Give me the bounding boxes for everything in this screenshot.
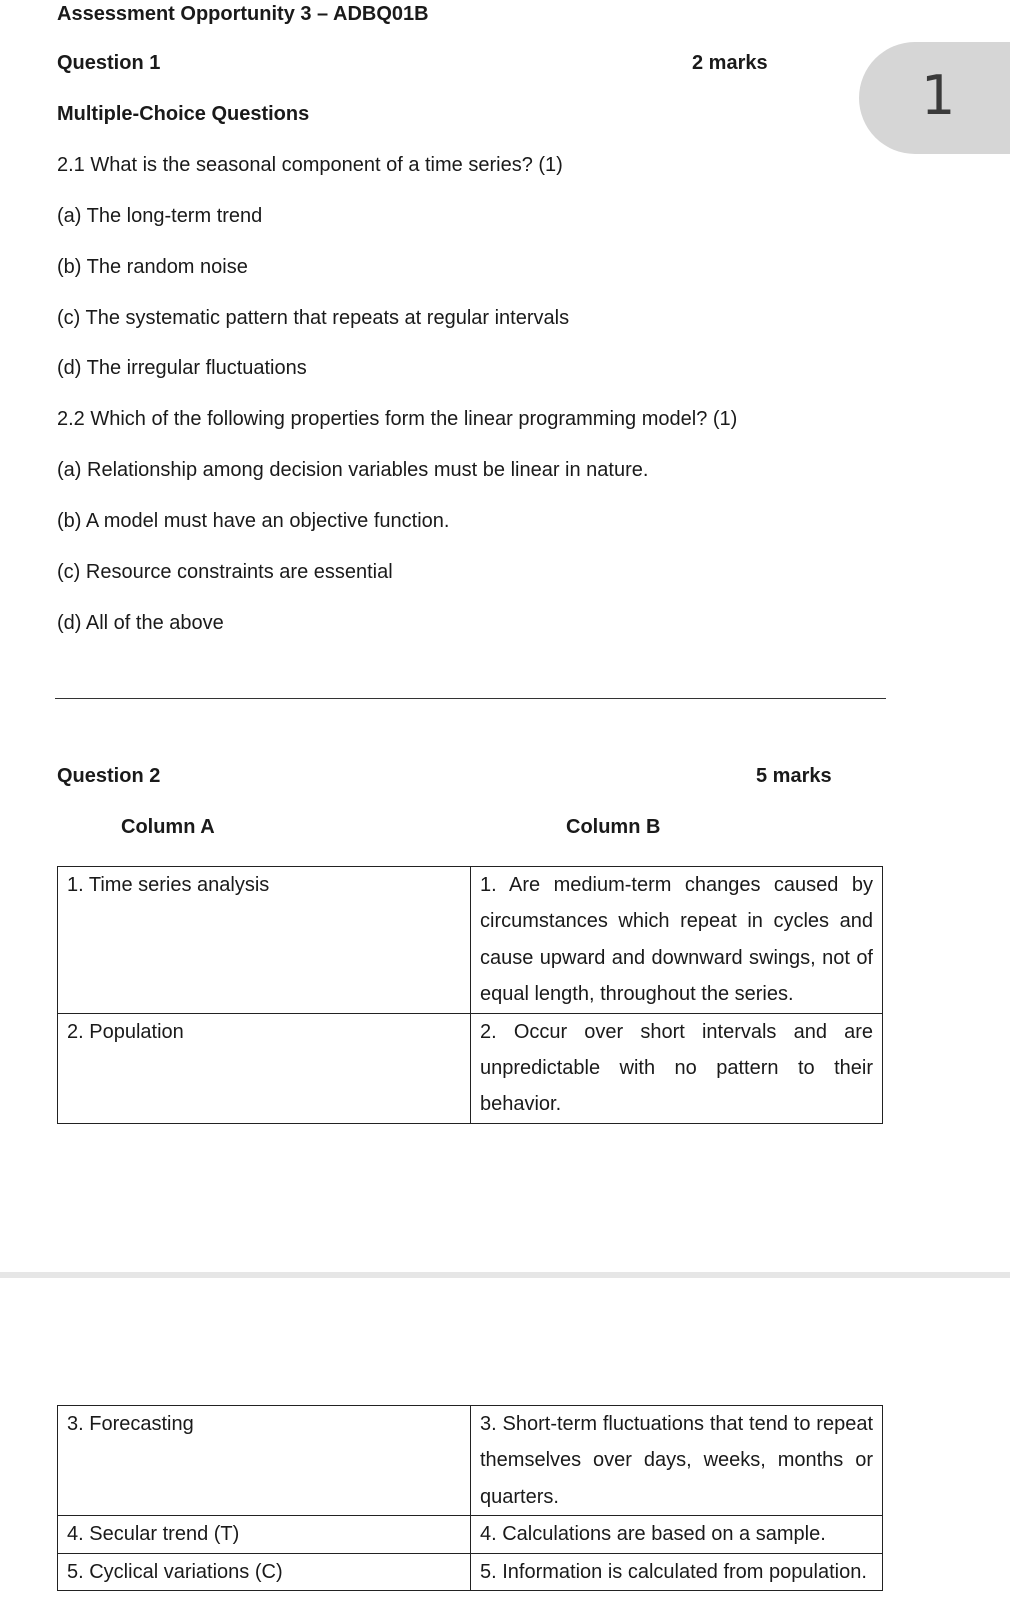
column-a-cell: 4. Secular trend (T) [58,1516,471,1553]
question-2-1-text: 2.1 What is the seasonal component of a time series? (1) [57,154,563,176]
column-b-header: Column B [566,816,661,838]
column-a-cell: 2. Population [58,1013,471,1123]
question-2-2-text: 2.2 Which of the following properties form the linear programming model? (1) [57,408,738,430]
column-a-cell: 5. Cyclical variations (C) [58,1553,471,1590]
question-2-marks: 5 marks [756,765,832,787]
table-row [58,1553,883,1590]
table-row [58,867,883,1014]
table-row [58,1516,883,1553]
option-2-1-d: (d) The irregular fluctuations [57,357,307,379]
option-2-1-a: (a) The long-term trend [57,205,263,227]
column-b-cell: 4. Calculations are based on a sample. [471,1516,883,1553]
page-separator [0,1272,1010,1278]
option-2-2-c: (c) Resource constraints are essential [57,561,393,583]
option-2-2-d: (d) All of the above [57,612,224,634]
page-number: 1 [921,64,956,127]
matching-table-page-1 [57,866,883,1124]
column-a-cell: 3. Forecasting [58,1406,471,1516]
page-number-tab [859,42,1010,154]
table-row [58,1406,883,1516]
section-divider [55,698,886,699]
option-2-2-b: (b) A model must have an objective function. [57,510,450,532]
table-row [58,1013,883,1123]
column-b-cell: 1. Are medium-term changes caused by circumstances which repeat in cycles and cause upward and downward swings, not of equal length, throughout the series. [471,867,883,1014]
matching-table-page-2 [57,1405,883,1591]
question-2-label: Question 2 [57,765,161,787]
column-b-cell: 5. Information is calculated from population. [471,1553,883,1590]
column-a-cell: 1. Time series analysis [58,867,471,1014]
column-b-cell: 3. Short-term fluctuations that tend to repeat themselves over days, weeks, months or quarters. [471,1406,883,1516]
option-2-2-a: (a) Relationship among decision variables must be linear in nature. [57,459,649,481]
section-title: Multiple-Choice Questions [57,103,310,125]
document-title: Assessment Opportunity 3 – ADBQ01B [57,3,429,25]
question-1-marks: 2 marks [692,52,768,74]
option-2-1-b: (b) The random noise [57,256,248,278]
column-b-cell: 2. Occur over short intervals and are unpredictable with no pattern to their behavior. [471,1013,883,1123]
question-1-label: Question 1 [57,52,161,74]
option-2-1-c: (c) The systematic pattern that repeats at regular intervals [57,307,570,329]
column-a-header: Column A [121,816,215,838]
